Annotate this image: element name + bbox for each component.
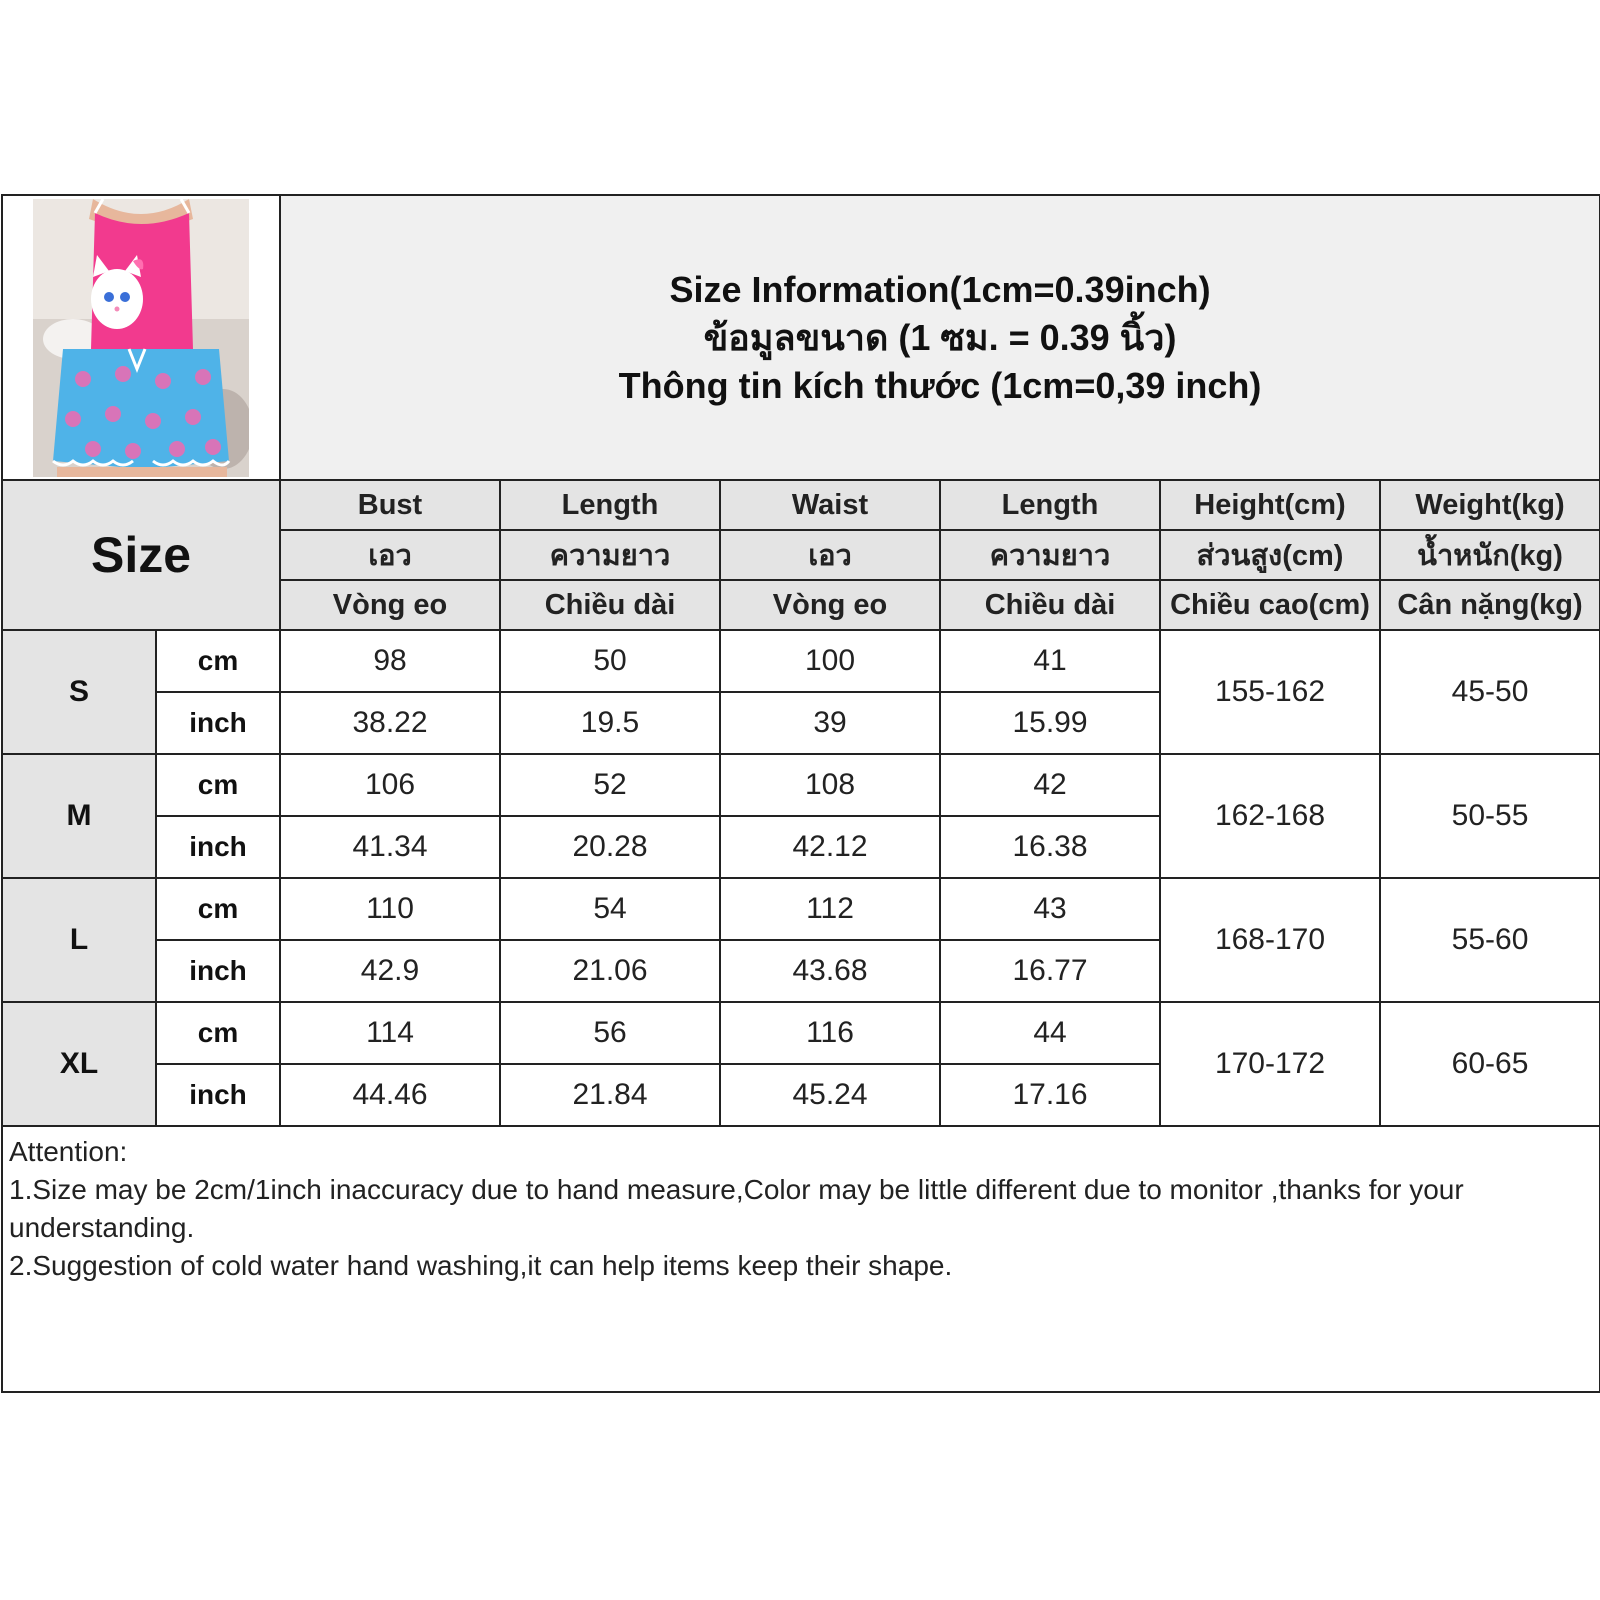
measurement-cell: 15.99 [940, 692, 1160, 754]
table-row [2, 630, 1600, 692]
measurement-cell: 21.84 [500, 1064, 720, 1126]
height-range: 168-170 [1160, 878, 1380, 1002]
measurement-cell: 21.06 [500, 940, 720, 1002]
measurement-cell: 19.5 [500, 692, 720, 754]
size-info-title-cell [280, 195, 1600, 480]
measurement-cell: 43 [940, 878, 1160, 940]
unit-label: cm [156, 1002, 280, 1064]
measurement-cell: 100 [720, 630, 940, 692]
measurement-cell: 16.38 [940, 816, 1160, 878]
product-photo-cell [2, 195, 280, 480]
size-name: XL [2, 1002, 156, 1126]
unit-label: inch [156, 692, 280, 754]
measurement-cell: 43.68 [720, 940, 940, 1002]
weight-range: 45-50 [1380, 630, 1600, 754]
measurement-cell: 110 [280, 878, 500, 940]
notes-heading: Attention: [9, 1136, 128, 1167]
size-name: L [2, 878, 156, 1002]
column-header-vi: Vòng eo [280, 580, 500, 630]
unit-label: inch [156, 816, 280, 878]
note-line-2: 2.Suggestion of cold water hand washing,it can help items keep their shape. [9, 1250, 953, 1281]
size-chart-table [1, 194, 1600, 1393]
measurement-cell: 114 [280, 1002, 500, 1064]
table-row [2, 878, 1600, 940]
measurement-cell: 38.22 [280, 692, 500, 754]
table-row [2, 754, 1600, 816]
unit-label: cm [156, 878, 280, 940]
column-header-th: ส่วนสูง(cm) [1160, 530, 1380, 580]
unit-label: inch [156, 940, 280, 1002]
title-english: Size Information(1cm=0.39inch) [669, 268, 1211, 310]
product-photo-illustration [33, 199, 249, 477]
measurement-cell: 16.77 [940, 940, 1160, 1002]
height-range: 162-168 [1160, 754, 1380, 878]
measurement-cell: 56 [500, 1002, 720, 1064]
note-line-1: 1.Size may be 2cm/1inch inaccuracy due to hand measure,Color may be little different due to monitor ,thanks for your understanding. [9, 1174, 1464, 1243]
weight-range: 60-65 [1380, 1002, 1600, 1126]
column-header-vi: Chiều cao(cm) [1160, 580, 1380, 630]
column-header-en: Waist [720, 480, 940, 530]
height-range: 170-172 [1160, 1002, 1380, 1126]
column-header-vi: Chiều dài [940, 580, 1160, 630]
measurement-cell: 41.34 [280, 816, 500, 878]
size-name: M [2, 754, 156, 878]
column-header-vi: Vòng eo [720, 580, 940, 630]
column-header-en: Length [940, 480, 1160, 530]
size-name: S [2, 630, 156, 754]
column-header-th: ความยาว [940, 530, 1160, 580]
column-header-en: Height(cm) [1160, 480, 1380, 530]
measurement-cell: 52 [500, 754, 720, 816]
size-header: Size [2, 480, 280, 630]
measurement-cell: 42 [940, 754, 1160, 816]
product-photo [33, 199, 249, 477]
measurement-cell: 54 [500, 878, 720, 940]
measurement-cell: 44 [940, 1002, 1160, 1064]
column-header-th: เอว [280, 530, 500, 580]
measurement-cell: 108 [720, 754, 940, 816]
unit-label: cm [156, 630, 280, 692]
unit-label: cm [156, 754, 280, 816]
measurement-cell: 39 [720, 692, 940, 754]
column-header-en: Weight(kg) [1380, 480, 1600, 530]
measurement-cell: 98 [280, 630, 500, 692]
measurement-cell: 42.12 [720, 816, 940, 878]
table-row [2, 1002, 1600, 1064]
unit-label: inch [156, 1064, 280, 1126]
column-header-th: ความยาว [500, 530, 720, 580]
column-header-vi: Cân nặng(kg) [1380, 580, 1600, 630]
weight-range: 55-60 [1380, 878, 1600, 1002]
column-header-th: น้ำหนัก(kg) [1380, 530, 1600, 580]
measurement-cell: 116 [720, 1002, 940, 1064]
title-thai: ข้อมูลขนาด (1 ซม. = 0.39 นิ้ว) [703, 316, 1177, 358]
column-header-en: Bust [280, 480, 500, 530]
weight-range: 50-55 [1380, 754, 1600, 878]
measurement-cell: 20.28 [500, 816, 720, 878]
measurement-cell: 42.9 [280, 940, 500, 1002]
height-range: 155-162 [1160, 630, 1380, 754]
measurement-cell: 17.16 [940, 1064, 1160, 1126]
size-chart-sheet [1, 194, 1599, 1406]
measurement-cell: 45.24 [720, 1064, 940, 1126]
column-header-th: เอว [720, 530, 940, 580]
measurement-cell: 112 [720, 878, 940, 940]
measurement-cell: 41 [940, 630, 1160, 692]
measurement-cell: 50 [500, 630, 720, 692]
title-vietnamese: Thông tin kích thước (1cm=0,39 inch) [618, 364, 1262, 406]
measurement-cell: 106 [280, 754, 500, 816]
column-header-vi: Chiều dài [500, 580, 720, 630]
column-header-en: Length [500, 480, 720, 530]
attention-notes [2, 1126, 1600, 1392]
measurement-cell: 44.46 [280, 1064, 500, 1126]
